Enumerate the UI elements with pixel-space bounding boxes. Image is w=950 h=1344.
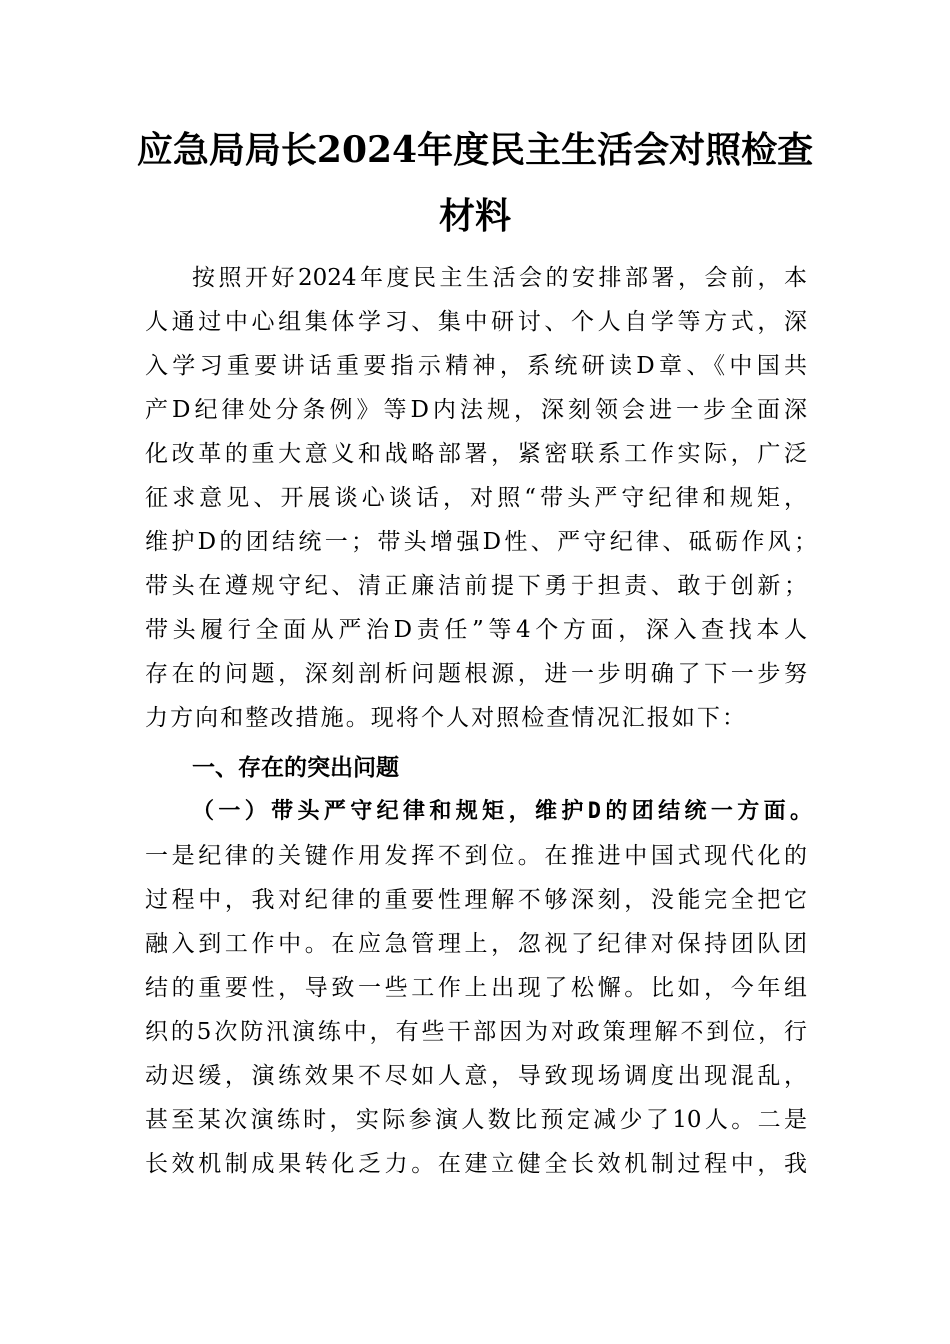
intro-line: 产D纪律处分条例》等D内法规，深刻领会进一步全面深 — [145, 397, 807, 423]
intro-line: 人通过中心组集体学习、集中研讨、个人自学等方式，深 — [145, 309, 807, 335]
section-heading: 一、存在的突出问题 — [192, 755, 399, 781]
document-title-line-2: 材料 — [438, 195, 511, 237]
intro-line: 带头在遵规守纪、清正廉洁前提下勇于担责、敢于创新； — [145, 573, 807, 599]
document-title-line-1: 应急局局长2024年度民主生活会对照检查 — [136, 129, 814, 171]
intro-line: 存在的问题，深刻剖析问题根源，进一步明确了下一步努 — [145, 661, 807, 687]
body-line: 动迟缓，演练效果不尽如人意，导致现场调度出现混乱， — [145, 1063, 807, 1089]
body-line: 融入到工作中。在应急管理上，忽视了纪律对保持团队团 — [145, 931, 807, 957]
intro-line: 化改革的重大意义和战略部署，紧密联系工作实际，广泛 — [145, 441, 807, 467]
intro-line: 力方向和整改措施。现将个人对照检查情况汇报如下： — [145, 705, 745, 731]
body-line: 织的5次防汛演练中，有些干部因为对政策理解不到位，行 — [145, 1019, 807, 1045]
intro-line: 入学习重要讲话重要指示精神，系统研读D章、《中国共 — [145, 353, 807, 379]
body-line: 长效机制成果转化乏力。在建立健全长效机制过程中，我 — [145, 1151, 807, 1177]
body-line: 结的重要性，导致一些工作上出现了松懈。比如，今年组 — [145, 975, 807, 1001]
intro-line: 征求意见、开展谈心谈话，对照“带头严守纪律和规矩， — [145, 485, 807, 511]
intro-line: 按照开好2024年度民主生活会的安排部署，会前，本 — [192, 265, 807, 291]
subsection-heading: （一）带头严守纪律和规矩，维护D的团结统一方面。 — [192, 799, 812, 824]
intro-line: 维护D的团结统一；带头增强D性、严守纪律、砥砺作风； — [145, 529, 817, 555]
intro-line: 带头履行全面从严治D责任”等4个方面，深入查找本人 — [145, 617, 807, 643]
body-line: 甚至某次演练时，实际参演人数比预定减少了10人。二是 — [145, 1107, 807, 1133]
body-line: 过程中，我对纪律的重要性理解不够深刻，没能完全把它 — [145, 887, 807, 913]
body-line: 一是纪律的关键作用发挥不到位。在推进中国式现代化的 — [145, 843, 807, 869]
